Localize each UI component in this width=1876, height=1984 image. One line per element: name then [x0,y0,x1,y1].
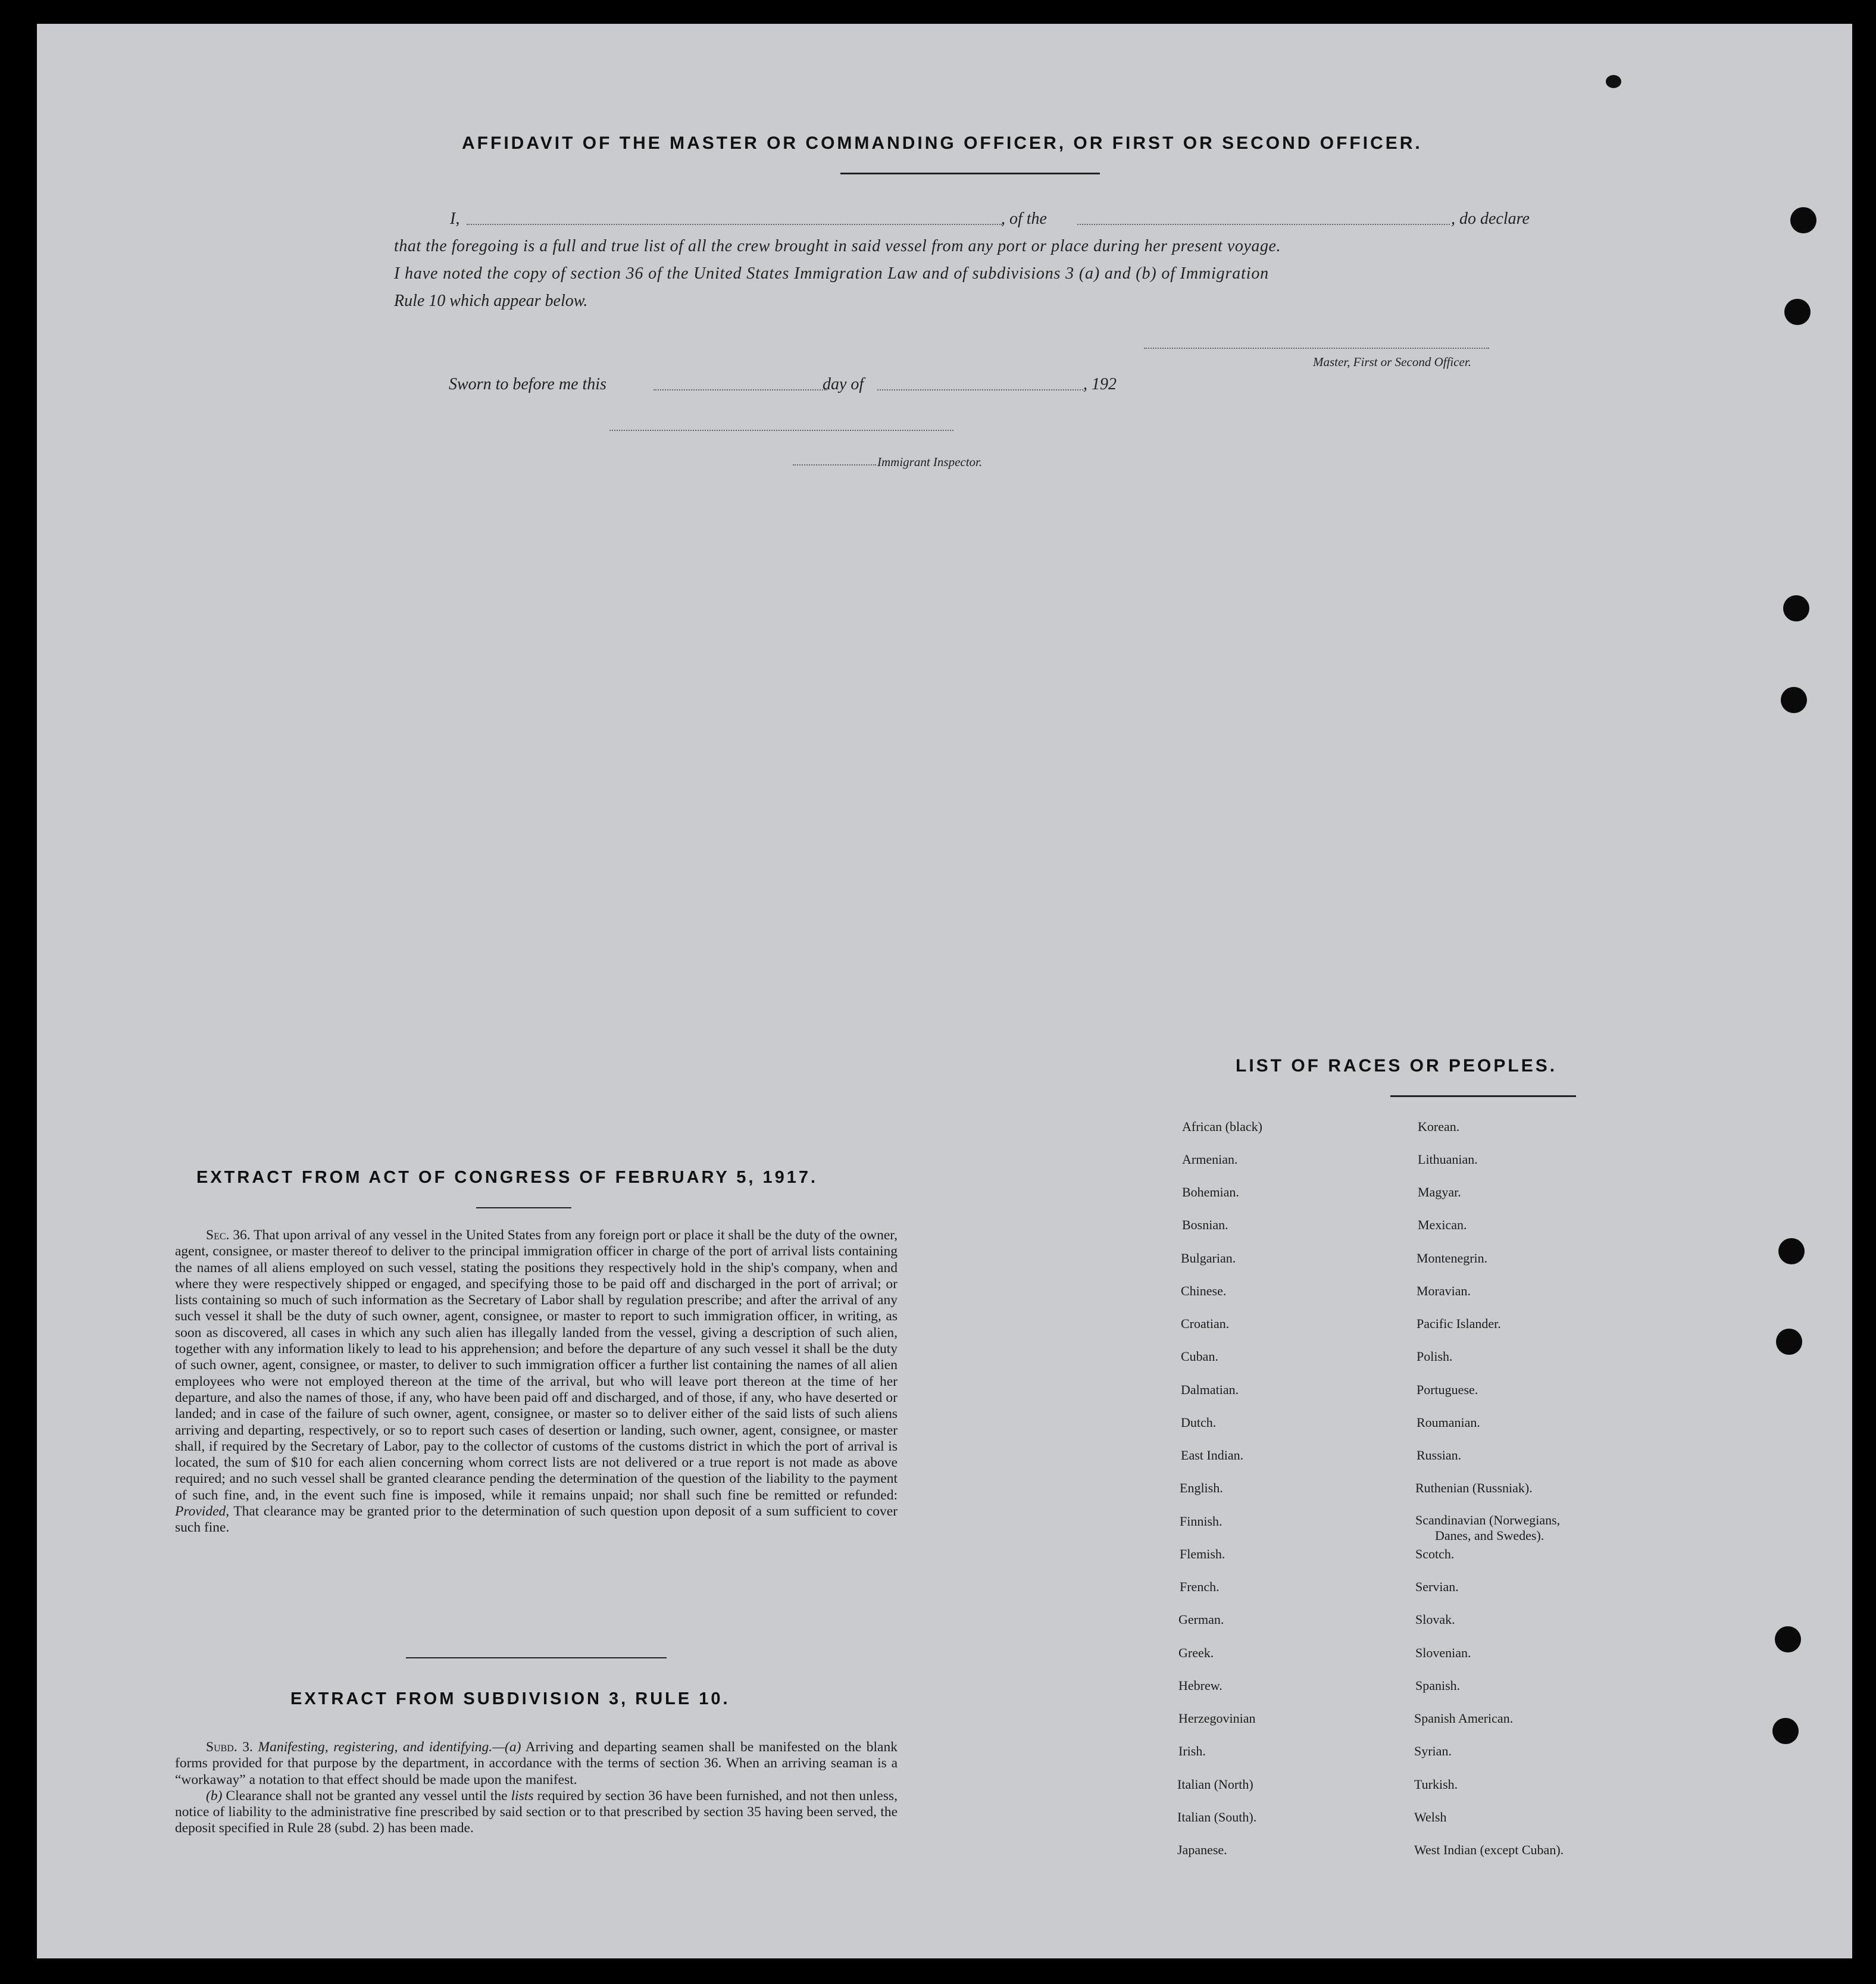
race-item: Cuban. [1181,1349,1218,1364]
month-blank[interactable] [877,389,1083,390]
race-item: East Indian. [1181,1448,1244,1463]
affidavit-title: AFFIDAVIT OF THE MASTER OR COMMANDING OFFICER, OR FIRST OR SECOND OFFICER. [462,133,1422,153]
section-divider [406,1657,667,1658]
act-extract-title: EXTRACT FROM ACT OF CONGRESS OF FEBRUARY 5, 1917. [196,1168,818,1187]
affidavit-of-the: , of the [1001,210,1047,228]
race-item: African (black) [1182,1119,1262,1134]
inspector-short-line [793,464,876,465]
race-item: Pacific Islander. [1417,1316,1501,1331]
master-signature-line[interactable] [1144,348,1489,349]
race-item: Italian (North) [1177,1777,1253,1792]
affidavit-do-declare: , do declare [1451,210,1530,228]
race-item: Slovenian. [1415,1645,1471,1660]
race-item: Turkish. [1414,1777,1458,1792]
sworn-label: Sworn to before me this [449,375,606,393]
race-item: Dalmatian. [1181,1382,1239,1397]
master-signature-label: Master, First or Second Officer. [1313,355,1471,369]
race-item: Greek. [1178,1645,1214,1660]
race-item: Chinese. [1181,1283,1227,1298]
race-item: German. [1178,1612,1224,1627]
race-item: Hebrew. [1178,1678,1222,1693]
race-item: Bosnian. [1182,1217,1228,1232]
b-label: (b) [206,1788,223,1804]
race-item: West Indian (except Cuban). [1414,1842,1564,1857]
punch-hole [1784,299,1811,325]
punch-hole [1781,687,1807,713]
para-b-1: Clearance shall not be granted any vessel until the [226,1788,508,1804]
sec-label: Sec. 36. [206,1227,251,1243]
race-item: Portuguese. [1417,1382,1478,1397]
race-item: Magyar. [1418,1185,1461,1199]
race-item: Korean. [1418,1119,1460,1134]
document-page [37,24,1852,1958]
rule-extract-text [175,1739,898,1837]
race-item: Ruthenian (Russniak). [1415,1480,1533,1495]
race-item: Spanish. [1415,1678,1461,1693]
race-item: Syrian. [1414,1744,1452,1758]
race-item: Flemish. [1180,1546,1225,1561]
race-item: Irish. [1178,1744,1206,1758]
act-body: That upon arrival of any vessel in the United States from any foreign port or place it shall be the duty of the owner, agent, consignee, or master thereof to deliver to the principal immigration officer in charge of the port of arrival lists containing the names of all aliens employed on such vessel, stating the positions they respectively hold in the ship's company, when and where they were respectively shipped or engaged, and specifying those to be paid off and discharged in the port of arrival; or lists containing so much of such information as the Secretary of Labor shall by regulation prescribe; and after the arrival of any such vessel it shall be the duty of such owner, agent, consignee, or master to report to such immigration officer, in writing, as soon as discovered, all cases in which any such alien has illegally landed from the vessel, giving a description of such alien, together with any information likely to lead to his apprehension; and before the departure of any such vessel it shall be the duty of such owner, agent, consignee, or master, to deliver to such immigration officer a further list containing the names of all alien employees who were not employed thereon at the time of the arrival, but who will leave port thereon at the time of her departure, and also the names of those, if any, who have been paid off and discharged, and of those, if any, who have deserted or landed; and in case of the failure of such owner, agent, consignee, or master so to deliver either of the said lists of such aliens arriving and departing, respectively, or so to report such cases of desertion or landing, such owner, agent, consignee, or master shall, if required by the Secretary of Labor, pay to the collector of customs of the customs district in which the port of arrival is located, the sum of $10 for each alien concerning whom correct lists are not delivered or a true report is not made as above required; and no such vessel shall be granted clearance pending the determination of the question of the liability to the payment of such fine, and, in the event such fine is imposed, while it remains unpaid; nor shall such fine be remitted or refunded: [175,1227,898,1503]
race-item: Servian. [1415,1579,1459,1594]
race-item: English. [1180,1480,1223,1495]
para-b-2: required by section 36 have been furnished, and not then unless, notice of liability to the administrative fine prescribed by said section or to that prescribed by section 35 having been served, the deposit specified in Rule 28 (subd. 2) has been made. [175,1788,898,1836]
punch-hole [1790,207,1816,233]
race-item: Croatian. [1181,1316,1230,1331]
title-rule [840,173,1100,174]
year-label: , 192 [1083,375,1117,393]
affidavit-line-4: Rule 10 which appear below. [394,292,588,310]
race-item: Russian. [1417,1448,1462,1463]
subd-label: Subd. 3. [206,1739,253,1755]
race-item: Scotch. [1415,1546,1455,1561]
act-title-rule [476,1207,571,1208]
race-item: Armenian. [1182,1152,1238,1167]
race-item: Finnish. [1180,1514,1222,1529]
day-of-label: day of [823,375,864,393]
race-item: Bohemian. [1182,1185,1239,1199]
race-item: Lithuanian. [1418,1152,1478,1167]
para-a: Arriving and departing seamen shall be manifested on the blank forms provided for that purpose by the department, in accordance with the terms of section 36. When an arriving seaman is a “workaway” a notation to that effect should be made upon the manifest. [175,1739,898,1788]
day-blank[interactable] [654,389,827,390]
race-item: Italian (South). [1177,1810,1257,1824]
race-item: French. [1180,1579,1220,1594]
race-item: Bulgarian. [1181,1251,1236,1266]
punch-hole [1775,1626,1801,1652]
race-item: Slovak. [1415,1612,1455,1627]
race-item: Spanish American. [1414,1711,1514,1726]
race-item: Montenegrin. [1417,1251,1488,1266]
inspector-label: Immigrant Inspector. [877,455,983,469]
race-item: Welsh [1414,1810,1447,1824]
race-item: Moravian. [1417,1283,1471,1298]
punch-hole [1778,1238,1805,1264]
rule-extract-title: EXTRACT FROM SUBDIVISION 3, RULE 10. [290,1689,730,1708]
race-item: Mexican. [1418,1217,1467,1232]
race-item: Japanese. [1177,1842,1227,1857]
races-title-rule [1390,1095,1576,1097]
affidavit-line-2: that the foregoing is a full and true list of all the crew brought in said vessel from any port or place during her present voyage. [394,237,1281,255]
act-extract-text [175,1227,898,1536]
race-item: Dutch. [1181,1415,1217,1430]
provided-label: Provided, [175,1504,230,1520]
subd-heading: Manifesting, registering, and identifying.—(a) [258,1739,521,1755]
inspector-signature-line[interactable] [609,430,953,431]
provided-body: That clearance may be granted prior to the determination of such question upon deposit of a sum sufficient to cover such fine. [175,1504,898,1536]
lists-word: lists [511,1788,534,1804]
name-blank[interactable] [467,224,1002,225]
race-item: Polish. [1417,1349,1453,1364]
race-item: Scandinavian (Norwegians, Danes, and Swedes). [1415,1513,1561,1543]
affidavit-line-3: I have noted the copy of section 36 of the United States Immigration Law and of subdivisions 3 (a) and (b) of Immigration [394,264,1270,283]
ink-mark [1606,75,1621,88]
race-item: Roumanian. [1417,1415,1480,1430]
punch-hole [1783,595,1809,621]
punch-hole [1772,1718,1799,1744]
punch-hole [1776,1329,1802,1355]
race-item: Herzegovinian [1178,1711,1256,1726]
affidavit-i-label: I, [450,210,460,228]
races-title: LIST OF RACES OR PEOPLES. [1236,1056,1558,1076]
vessel-blank[interactable] [1077,224,1450,225]
